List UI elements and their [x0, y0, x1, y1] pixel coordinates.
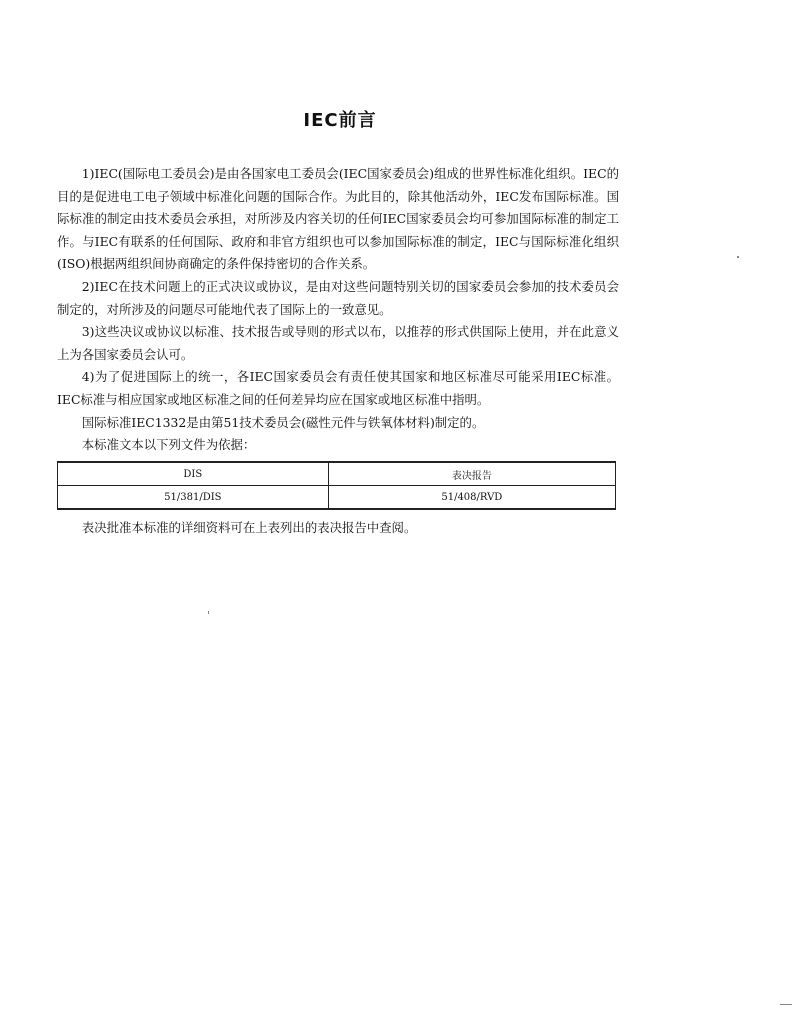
table-header-row [58, 462, 616, 486]
document-table [57, 461, 616, 510]
paragraph-1: 1)IEC(国际电工委员会)是由各国家电工委员会(IEC国家委员会)组成的世界性标准化组织。IEC的目的是促进电工电子领域中标准化问题的国际合作。为此目的，除其他活动外，IEC发布国际标准。国际标准的制定由技术委员会承担，对所涉及内容关切的任何IEC国家委员会均可参加国际标准的制定工作。与IEC有联系的任何国际、政府和非官方组织也可以参加国际标准的制定，IEC与国际标准化组织(ISO)根据两组织间协商确定的条件保持密切的合作关系。 [57, 166, 619, 272]
closing-text-block [57, 517, 619, 540]
table-cell: 51/408/RVD [328, 486, 615, 510]
paragraph-4: 4)为了促进国际上的统一，各IEC国家委员会有责任使其国家和地区标准尽可能采用IEC标准。IEC标准与相应国家或地区标准之间的任何差异均应在国家或地区标准中指明。 [57, 369, 619, 407]
scan-speck [737, 256, 739, 258]
table-row [58, 486, 616, 510]
closing-paragraph: 表决批准本标准的详细资料可在上表列出的表决报告中查阅。 [81, 520, 417, 535]
paragraph-2: 2)IEC在技术问题上的正式决议或协议，是由对这些问题特别关切的国家委员会参加的技术委员会制定的，对所涉及的问题尽可能地代表了国际上的一致意见。 [57, 278, 619, 317]
foreword-body [57, 163, 619, 457]
paragraph-3: 3)这些决议或协议以标准、技术报告或导则的形式以布，以推荐的形式供国际上使用，并在此意义上为各国家委员会认可。 [57, 324, 619, 362]
table-cell: 51/381/DIS [58, 486, 329, 510]
table-header-cell: 表决报告 [328, 462, 615, 486]
scan-speck [780, 1004, 792, 1005]
paragraph-6: 本标准文本以下列文件为依据： [81, 437, 256, 453]
page-title: IEC前言 [303, 110, 377, 131]
table-header-cell: DIS [58, 462, 329, 486]
paragraph-5: 国际标准IEC1332是由第51技术委员会(磁性元件与铁氧体材料)制定的。 [81, 414, 485, 430]
scan-speck [208, 611, 209, 614]
